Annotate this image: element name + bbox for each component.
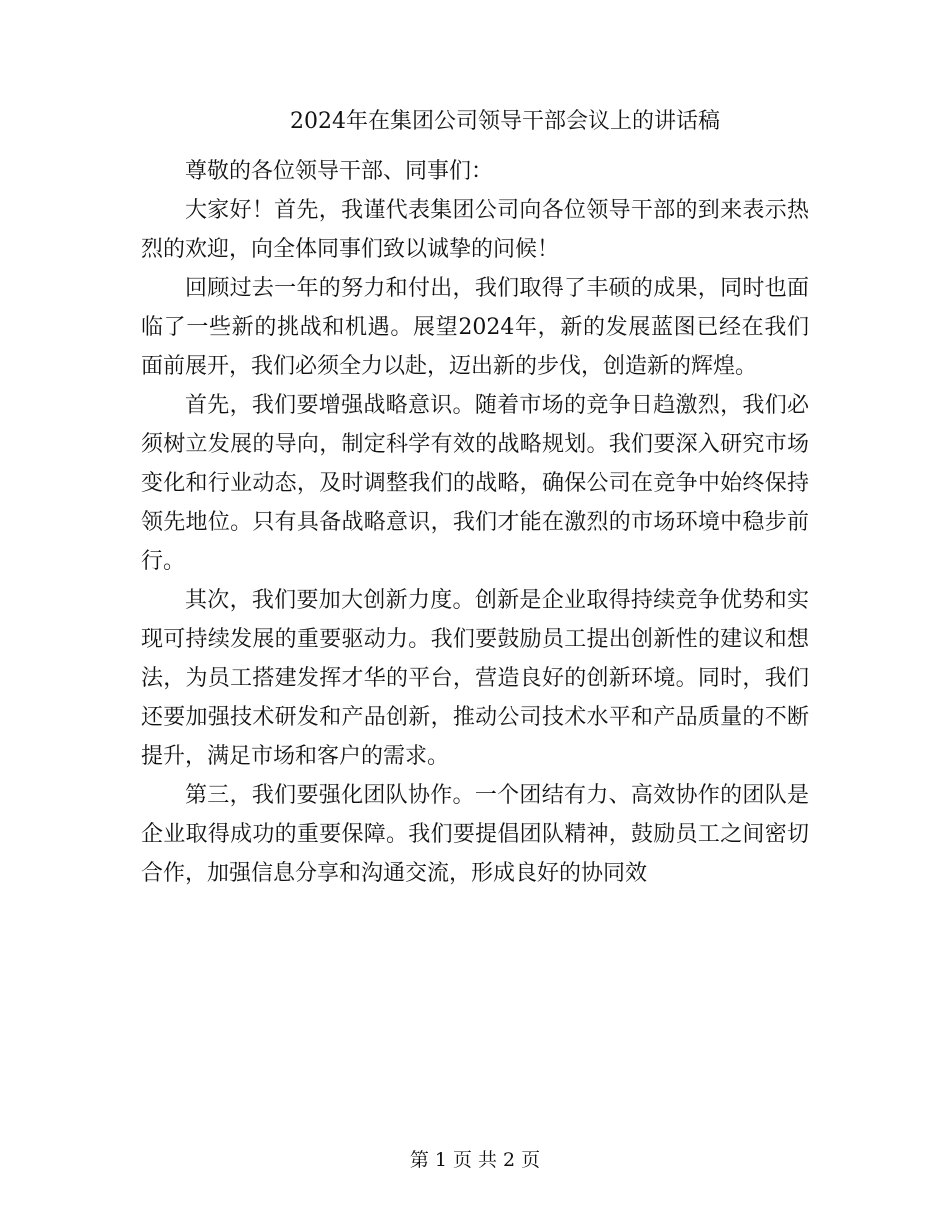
body-paragraph: 第三，我们要强化团队协作。一个团结有力、高效协作的团队是企业取得成功的重要保障。我们要提倡团队精神，鼓励员工之间密切合作，加强信息分享和沟通交流，形成良好的协同效 [141,783,809,886]
document-body [141,152,809,893]
body-paragraph: 大家好！首先，我谨代表集团公司向各位领导干部的到来表示热烈的欢迎，向全体同事们致以诚挚的问候！ [141,198,809,262]
body-paragraph: 其次，我们要加大创新力度。创新是企业取得持续竞争优势和实现可持续发展的重要驱动力。我们要鼓励员工提出创新性的建议和想法，为员工搭建发挥才华的平台，营造良好的创新环境。同时，我们还要加强技术研发和产品创新，推动公司技术水平和产品质量的不断提升，满足市场和客户的需求。 [141,588,809,769]
body-paragraph: 回顾过去一年的努力和付出，我们取得了丰硕的成果，同时也面临了一些新的挑战和机遇。展望2024年，新的发展蓝图已经在我们面前展开，我们必须全力以赴，迈出新的步伐，创造新的辉煌。 [141,276,809,379]
body-paragraph: 首先，我们要增强战略意识。随着市场的竞争日趋激烈，我们必须树立发展的导向，制定科学有效的战略规划。我们要深入研究市场变化和行业动态，及时调整我们的战略，确保公司在竞争中始终保持领先地位。只有具备战略意识，我们才能在激烈的市场环境中稳步前行。 [141,393,809,574]
document-title: 2024年在集团公司领导干部会议上的讲话稿 [290,109,720,134]
salutation-paragraph: 尊敬的各位领导干部、同事们： [185,159,494,184]
page-footer: 第 1 页 共 2 页 [409,1149,541,1171]
